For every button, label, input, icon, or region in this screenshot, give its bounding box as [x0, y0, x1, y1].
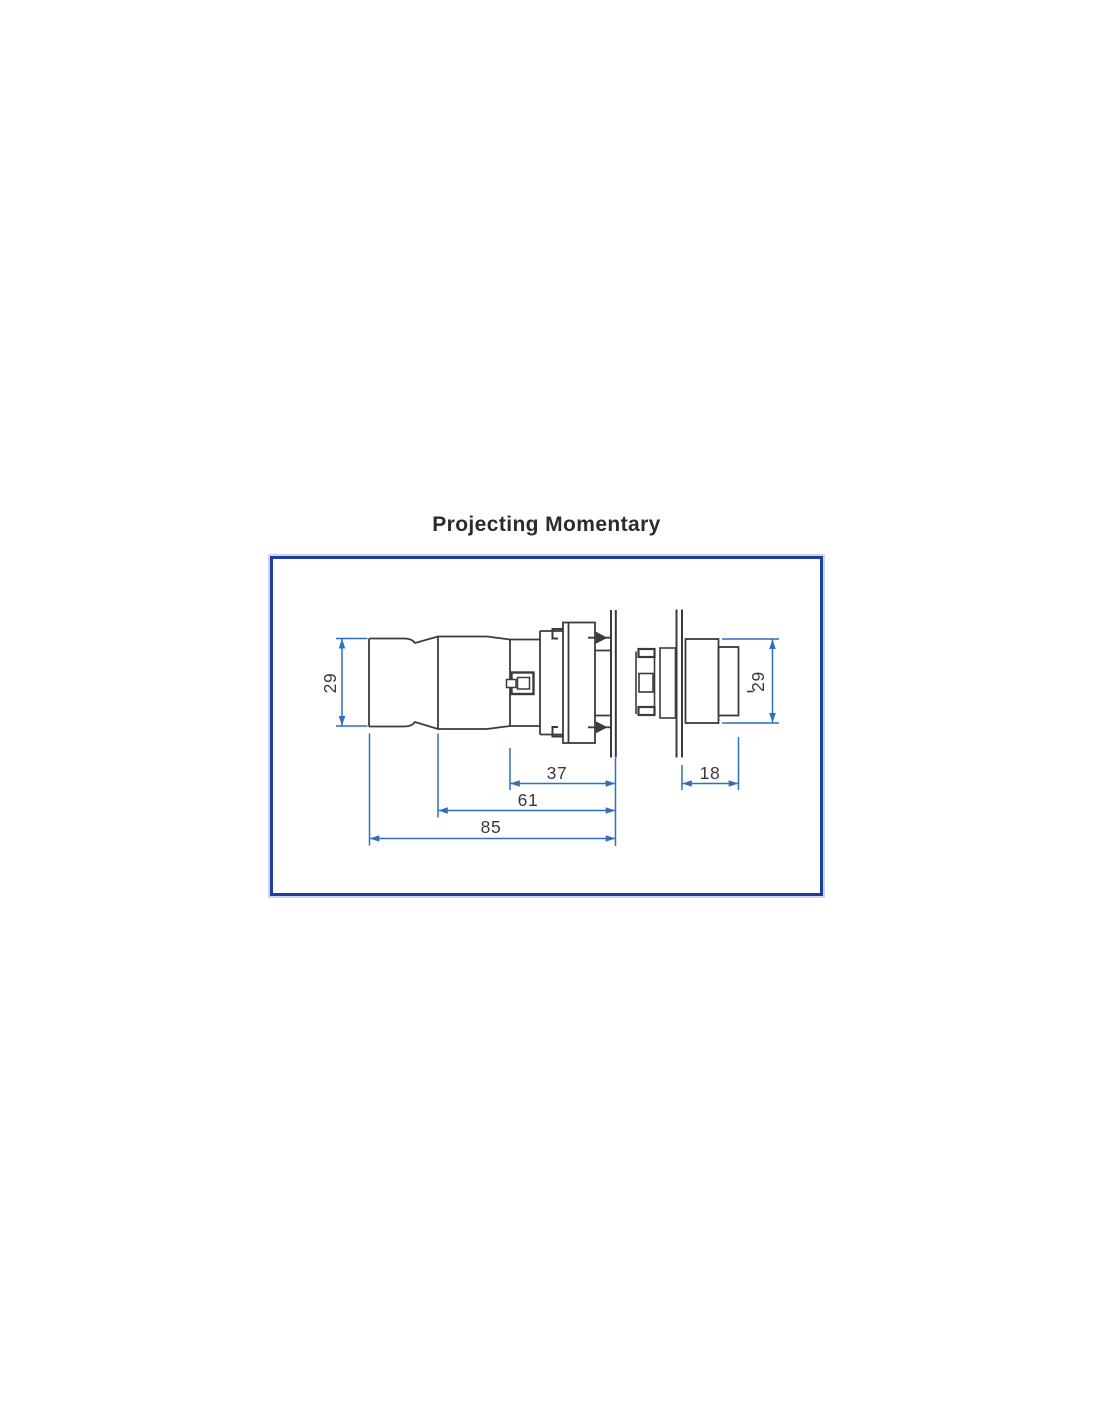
arrow	[438, 807, 448, 814]
dim-61-label: 61	[517, 790, 539, 810]
contact-block-window	[639, 674, 653, 693]
arrow	[606, 835, 616, 842]
panel-left	[611, 610, 616, 758]
arrow	[370, 835, 380, 842]
neck-lines	[595, 651, 611, 716]
step-lines	[540, 631, 563, 735]
dim-18-label: 18	[699, 763, 721, 783]
side-view	[369, 610, 616, 758]
dim-29R-label: 29	[748, 671, 768, 692]
locking-ring	[660, 648, 676, 718]
dim-29L-extensions	[336, 639, 368, 727]
arrow	[769, 639, 776, 649]
cap-outline	[369, 637, 510, 644]
panel-right	[677, 610, 683, 758]
dimension-arrowheads	[339, 639, 776, 842]
diagram-title: Projecting Momentary	[432, 513, 661, 536]
dim-37-label: 37	[546, 763, 568, 783]
clip-arrow-top	[596, 632, 608, 644]
dimension-annotations	[336, 639, 779, 847]
rear-view	[636, 610, 739, 758]
arrow	[606, 780, 616, 787]
projecting-button	[719, 647, 739, 716]
clip-arrow-bottom	[596, 721, 608, 733]
arrow	[606, 807, 616, 814]
dim-85-label: 85	[480, 817, 502, 837]
arrow	[769, 713, 776, 723]
arrow	[729, 780, 739, 787]
dim-29L-label: 29	[320, 672, 340, 694]
arrow	[339, 716, 346, 726]
contact-block-tab-bottom	[639, 707, 655, 715]
arrow	[510, 780, 520, 787]
bezel	[686, 639, 719, 723]
latch-tab	[507, 680, 517, 688]
dimension-labels	[320, 671, 768, 837]
contact-block-tab-top	[639, 649, 655, 657]
arrow	[339, 639, 346, 649]
cap-outline-bottom	[369, 722, 510, 729]
arrow	[682, 780, 692, 787]
